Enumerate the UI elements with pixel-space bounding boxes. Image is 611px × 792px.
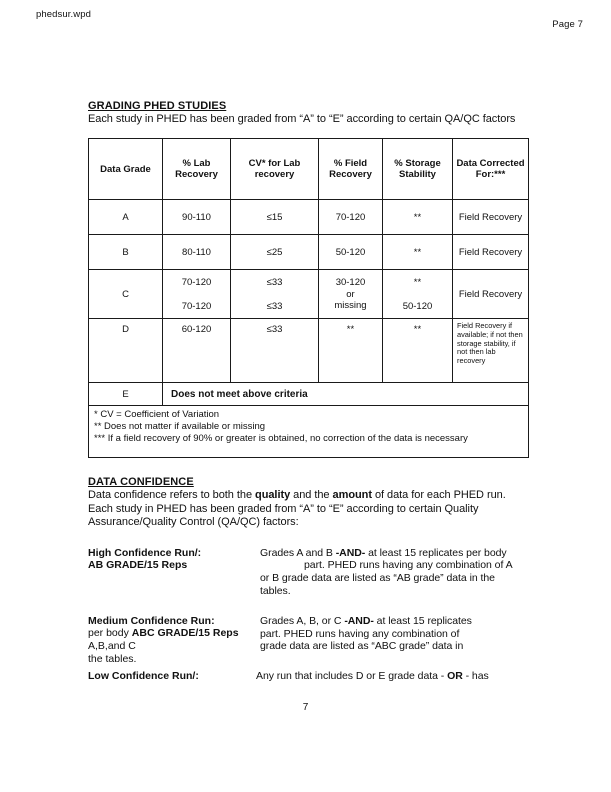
low-confidence-label-line1: Low Confidence Run/: <box>88 670 199 683</box>
dc-intro-amount: amount <box>332 489 372 502</box>
medium-confidence-label-line1: Medium Confidence Run: <box>88 614 215 627</box>
low-desc-part1: Any run that includes D or E grade data - <box>256 670 448 683</box>
cell-c-storage-stability <box>383 270 453 319</box>
dc-intro-part2: and the <box>290 489 333 502</box>
header-page-label: Page 7 <box>552 19 583 30</box>
cell-d-storage-stability: ** <box>383 319 453 383</box>
grading-section-intro: Each study in PHED has been graded from “A” to “E” according to certain QA/QC factors <box>88 113 516 125</box>
cell-c-lab-recovery <box>163 270 231 319</box>
cell-c-storage-stability-2: 50-120 <box>402 300 433 312</box>
table-row-grade-c <box>89 270 529 319</box>
high-desc-and: -AND- <box>335 546 366 559</box>
cell-c-field-recovery-1: 30-120 <box>335 277 366 289</box>
table-row-grade-e <box>89 383 529 406</box>
cell-d-corrected-for: Field Recovery if available; if not then storage stability, if not then lab recovery <box>453 319 529 383</box>
high-confidence-label-line2: AB GRADE/15 Reps <box>88 559 188 572</box>
dc-intro-part1: Data confidence refers to both the <box>88 489 256 502</box>
cell-a-storage-stability: ** <box>383 200 453 235</box>
cell-a-corrected-for: Field Recovery <box>453 200 529 235</box>
medium-desc-part1: Grades A, B, or C <box>260 614 345 627</box>
medium-confidence-label-line2-prefix: per body <box>88 627 132 640</box>
header-cv-lab-recovery: CV* for Lab recovery <box>231 139 319 200</box>
table-row-grade-b <box>89 235 529 270</box>
cell-b-corrected-for: Field Recovery <box>453 235 529 270</box>
cell-grade-a: A <box>89 200 163 235</box>
cell-d-lab-recovery: 60-120 <box>163 319 231 383</box>
low-confidence-block <box>88 670 528 683</box>
cell-a-field-recovery: 70-120 <box>319 200 383 235</box>
high-desc-part1: Grades A and B <box>260 546 336 559</box>
medium-confidence-label-line3: A,B,and C <box>88 640 136 652</box>
table-footnotes <box>89 406 529 458</box>
dc-intro-quality: quality <box>255 489 291 502</box>
high-confidence-block <box>88 547 528 598</box>
cell-c-field-recovery-3: missing <box>334 300 367 312</box>
cell-c-cv-1: ≤33 <box>266 276 283 288</box>
grading-table <box>88 138 529 458</box>
high-confidence-label-line1: High Confidence Run/: <box>88 546 202 559</box>
footer-page-number: 7 <box>302 702 309 713</box>
data-confidence-title: DATA CONFIDENCE <box>88 476 194 489</box>
cell-e-criteria: Does not meet above criteria <box>163 383 529 406</box>
low-desc-or: OR <box>447 670 463 683</box>
medium-desc-part2: at least 15 replicates <box>373 614 472 627</box>
footnote-does-not-matter: ** Does not matter if available or missing <box>94 421 266 432</box>
header-lab-recovery: % Lab Recovery <box>163 139 231 200</box>
high-confidence-label <box>88 547 260 572</box>
medium-confidence-description <box>260 615 528 653</box>
header-data-grade: Data Grade <box>89 139 163 200</box>
cell-c-lab-recovery-1: 70-120 <box>181 276 212 288</box>
header-filename: phedsur.wpd <box>36 9 91 20</box>
high-desc-part4: or B grade data are listed as “AB grade” data in the tables. <box>260 572 495 598</box>
grading-section-title: GRADING PHED STUDIES <box>88 100 227 112</box>
high-desc-part2: at least 15 replicates per body <box>365 546 507 559</box>
cell-a-lab-recovery: 90-110 <box>163 200 231 235</box>
table-row-footnotes <box>89 406 529 458</box>
high-confidence-description <box>260 547 528 598</box>
low-confidence-description <box>256 670 524 683</box>
data-confidence-intro <box>88 489 528 529</box>
footnote-cv: * CV = Coefficient of Variation <box>94 409 220 421</box>
cell-c-field-recovery-2: or <box>346 288 355 300</box>
cell-c-cv-2: ≤33 <box>266 300 283 312</box>
medium-confidence-label-line4: the tables. <box>88 652 137 665</box>
high-desc-part3: part. PHED runs having any combination of A <box>304 559 513 572</box>
footnote-field-recovery: *** If a field recovery of 90% or greater is obtained, no correction of the data is necessary <box>94 432 468 444</box>
medium-confidence-block <box>88 614 528 665</box>
table-row-grade-a <box>89 200 529 235</box>
document-body <box>88 100 528 683</box>
cell-grade-d: D <box>89 319 163 383</box>
medium-desc-part4: grade data are listed as “ABC grade” data in <box>260 640 464 653</box>
cell-c-corrected-for: Field Recovery <box>453 270 529 319</box>
cell-c-field-recovery <box>319 270 383 319</box>
low-desc-part2: - has <box>462 670 489 683</box>
medium-desc-part3: part. PHED runs having any combination of <box>260 627 460 640</box>
header-storage-stability: % Storage Stability <box>383 139 453 200</box>
data-confidence-section <box>88 476 528 683</box>
cell-c-cv <box>231 270 319 319</box>
cell-b-field-recovery: 50-120 <box>319 235 383 270</box>
cell-grade-c: C <box>89 270 163 319</box>
cell-a-cv: ≤15 <box>231 200 319 235</box>
cell-b-cv: ≤25 <box>231 235 319 270</box>
cell-grade-e: E <box>89 383 163 406</box>
table-row-grade-d <box>89 319 529 383</box>
dc-intro-part3: of data for each PHED run. Each study in PHED has been graded from “A” to “E” according to certain Quality Assurance/Quality Control (QA/QC) factors: <box>88 489 506 529</box>
cell-grade-b: B <box>89 235 163 270</box>
medium-confidence-label <box>88 615 260 665</box>
medium-desc-and: -AND- <box>344 614 374 627</box>
cell-c-lab-recovery-2: 70-120 <box>181 300 212 312</box>
cell-d-cv: ≤33 <box>231 319 319 383</box>
cell-d-field-recovery: ** <box>319 319 383 383</box>
header-field-recovery: % Field Recovery <box>319 139 383 200</box>
cell-b-storage-stability: ** <box>383 235 453 270</box>
cell-c-storage-stability-1: ** <box>413 276 422 288</box>
table-header-row <box>89 139 529 200</box>
low-confidence-label <box>88 670 260 683</box>
cell-b-lab-recovery: 80-110 <box>163 235 231 270</box>
header-data-corrected-for: Data Corrected For:*** <box>453 139 529 200</box>
medium-confidence-label-line2-bold: ABC GRADE/15 Reps <box>131 627 239 640</box>
